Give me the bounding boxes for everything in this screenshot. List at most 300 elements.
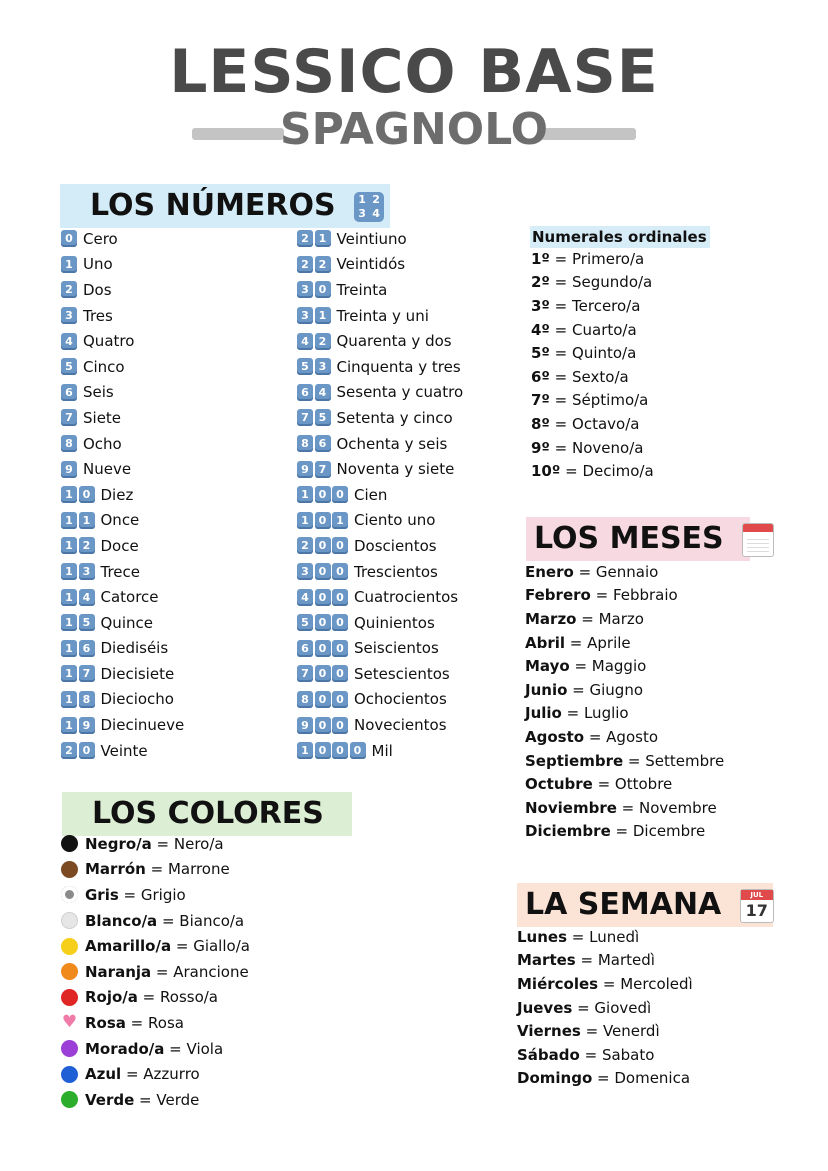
month-item xyxy=(525,796,724,820)
keycap-digits-icon xyxy=(61,461,77,478)
month-item-es: Noviembre xyxy=(525,798,617,817)
number-item xyxy=(61,738,184,764)
weekday-item-it: Lunedì xyxy=(589,927,640,946)
number-item xyxy=(61,482,184,508)
keycap-4-icon: 4 xyxy=(315,384,331,401)
number-item xyxy=(61,354,184,380)
color-item-es: Verde xyxy=(85,1090,135,1109)
keycap-9-icon: 9 xyxy=(79,717,95,734)
ordinal-word: Tercero/a xyxy=(572,296,641,315)
color-item xyxy=(61,831,250,857)
equals-sign: = xyxy=(592,1069,615,1088)
month-item-es: Enero xyxy=(525,562,574,581)
weekday-item-es: Miércoles xyxy=(517,974,599,993)
weekday-item xyxy=(517,972,693,996)
keycap-0-icon: 0 xyxy=(79,742,95,759)
keycap-digits-icon xyxy=(61,409,77,426)
equals-sign: = xyxy=(623,751,646,770)
ordinal-number: 10º xyxy=(531,462,561,481)
keycap-0-icon: 0 xyxy=(350,742,366,759)
months-section-title: LOS MESES xyxy=(534,521,724,556)
ordinal-item xyxy=(531,318,654,342)
color-item-es: Naranja xyxy=(85,962,152,981)
ordinal-item xyxy=(531,436,654,460)
month-item xyxy=(525,820,724,844)
keycap-digits-icon xyxy=(297,230,331,247)
number-item xyxy=(61,559,184,585)
numbers-column-2 xyxy=(297,226,463,763)
month-item xyxy=(525,584,724,608)
number-item xyxy=(61,712,184,738)
month-item-es: Agosto xyxy=(525,727,585,746)
color-item-it: Nero/a xyxy=(173,834,224,853)
keycap-3-icon: 3 xyxy=(297,563,313,580)
equals-sign: = xyxy=(560,462,583,481)
keycap-1-icon: 1 xyxy=(61,563,77,580)
number-word: Novecientos xyxy=(354,716,447,735)
equals-sign: = xyxy=(576,609,599,628)
keycap-6-icon: 6 xyxy=(79,640,95,657)
equals-sign: = xyxy=(134,1090,157,1109)
keycap-5-icon: 5 xyxy=(297,358,313,375)
ordinal-item xyxy=(531,365,654,389)
number-word: Cinco xyxy=(83,357,125,376)
ordinals-title: Numerales ordinales xyxy=(530,226,710,248)
keycap-0-icon: 0 xyxy=(315,486,331,503)
ordinal-number: 3º xyxy=(531,296,550,315)
keycap-0-icon: 0 xyxy=(315,614,331,631)
number-word: Quatro xyxy=(83,332,135,351)
keycap-3-icon: 3 xyxy=(61,307,77,324)
keycap-digits-icon xyxy=(297,358,331,375)
weekday-item-es: Viernes xyxy=(517,1022,581,1041)
weekday-item-it: Martedì xyxy=(597,951,655,970)
number-word: Noventa y siete xyxy=(336,460,455,479)
number-item xyxy=(297,252,463,278)
equals-sign: = xyxy=(610,822,633,841)
ordinal-number: 2º xyxy=(531,273,550,292)
color-item xyxy=(61,882,250,908)
keycap-1-icon: 1 xyxy=(61,665,77,682)
keycap-2-icon: 2 xyxy=(79,537,95,554)
number-item xyxy=(297,277,463,303)
keycap-6-icon: 6 xyxy=(315,435,331,452)
keycap-0-icon: 0 xyxy=(79,486,95,503)
keycap-0-icon: 0 xyxy=(332,717,348,734)
numbers-icon-digit: 3 xyxy=(358,206,366,220)
keycap-2-icon: 2 xyxy=(61,281,77,298)
week-section-title: LA SEMANA xyxy=(525,887,722,922)
keycap-digits-icon xyxy=(61,589,95,606)
keycap-1-icon: 1 xyxy=(332,512,348,529)
keycap-digits-icon xyxy=(61,384,77,401)
month-item xyxy=(525,560,724,584)
ordinal-number: 4º xyxy=(531,320,550,339)
month-item xyxy=(525,772,724,796)
weekday-item-es: Sábado xyxy=(517,1045,580,1064)
equals-sign: = xyxy=(573,562,596,581)
number-word: Cero xyxy=(83,229,118,248)
keycap-6-icon: 6 xyxy=(61,384,77,401)
number-word: Doce xyxy=(100,536,139,555)
number-item xyxy=(297,508,463,534)
equals-sign: = xyxy=(157,911,180,930)
month-item-it: Luglio xyxy=(583,704,629,723)
number-item xyxy=(297,226,463,252)
number-word: Setescientos xyxy=(354,664,450,683)
month-item-it: Aprile xyxy=(587,633,631,652)
keycap-digits-icon xyxy=(297,384,331,401)
month-item-it: Marzo xyxy=(598,609,644,628)
color-item-es: Marrón xyxy=(85,860,146,879)
keycap-3-icon: 3 xyxy=(297,281,313,298)
month-item xyxy=(525,654,724,678)
number-word: Trescientos xyxy=(354,562,438,581)
ordinal-number: 8º xyxy=(531,414,550,433)
number-word: Ciento uno xyxy=(354,511,436,530)
number-word: Tres xyxy=(83,306,113,325)
number-item xyxy=(297,584,463,610)
number-word: Mil xyxy=(371,741,393,760)
number-item xyxy=(61,405,184,431)
number-item xyxy=(61,610,184,636)
number-item xyxy=(61,226,184,252)
keycap-digits-icon xyxy=(61,563,95,580)
month-item xyxy=(525,678,724,702)
keycap-digits-icon xyxy=(61,512,95,529)
color-item-es: Rojo/a xyxy=(85,988,138,1007)
number-item xyxy=(61,661,184,687)
keycap-0-icon: 0 xyxy=(315,589,331,606)
number-word: Siete xyxy=(83,408,122,427)
number-item xyxy=(297,533,463,559)
month-item-es: Febrero xyxy=(525,586,591,605)
equals-sign: = xyxy=(151,962,174,981)
month-item-es: Marzo xyxy=(525,609,577,628)
keycap-2-icon: 2 xyxy=(297,537,313,554)
spiral-calendar-icon xyxy=(742,523,774,557)
keycap-digits-icon xyxy=(61,281,77,298)
number-item xyxy=(61,328,184,354)
month-item-it: Maggio xyxy=(591,657,647,676)
color-item xyxy=(61,1087,250,1113)
numbers-section-title: LOS NÚMEROS xyxy=(90,188,336,223)
weekday-item xyxy=(517,1043,693,1067)
equals-sign: = xyxy=(567,927,590,946)
keycap-0-icon: 0 xyxy=(332,614,348,631)
keycap-digits-icon xyxy=(61,435,77,452)
keycap-6-icon: 6 xyxy=(297,640,313,657)
number-item xyxy=(297,661,463,687)
ordinals-list xyxy=(531,247,654,483)
number-item xyxy=(297,456,463,482)
weekday-item xyxy=(517,925,693,949)
colors-section-header xyxy=(62,792,352,836)
equals-sign: = xyxy=(137,988,161,1007)
color-item xyxy=(61,908,250,934)
number-word: Trece xyxy=(100,562,140,581)
keycap-9-icon: 9 xyxy=(61,461,77,478)
number-word: Diecinueve xyxy=(100,716,185,735)
keycap-7-icon: 7 xyxy=(297,409,313,426)
numbers-icon-digit: 4 xyxy=(372,206,380,220)
keycap-digits-icon xyxy=(297,307,331,324)
weekday-item-it: Sabato xyxy=(601,1045,655,1064)
number-item xyxy=(61,252,184,278)
keycap-7-icon: 7 xyxy=(297,665,313,682)
number-item xyxy=(61,508,184,534)
equals-sign: = xyxy=(145,860,168,879)
pink-heart-icon: ♥ xyxy=(61,1012,78,1033)
number-item xyxy=(297,354,463,380)
number-item xyxy=(297,559,463,585)
month-item-es: Octubre xyxy=(525,775,593,794)
month-item xyxy=(525,607,724,631)
keycap-0-icon: 0 xyxy=(332,589,348,606)
ordinal-item xyxy=(531,341,654,365)
number-word: Diecisiete xyxy=(100,664,175,683)
equals-sign: = xyxy=(567,680,590,699)
purple-circle-icon xyxy=(61,1040,78,1057)
color-item-es: Negro/a xyxy=(85,834,152,853)
number-word: Cien xyxy=(354,485,388,504)
keycap-digits-icon xyxy=(61,537,95,554)
number-item xyxy=(61,584,184,610)
number-item xyxy=(297,405,463,431)
number-item xyxy=(297,431,463,457)
equals-sign: = xyxy=(584,727,607,746)
equals-sign: = xyxy=(164,1039,187,1058)
keycap-0-icon: 0 xyxy=(61,230,77,247)
keycap-0-icon: 0 xyxy=(315,742,331,759)
month-item-it: Febbraio xyxy=(612,586,678,605)
keycap-5-icon: 5 xyxy=(61,358,77,375)
number-item xyxy=(297,712,463,738)
number-word: Catorce xyxy=(100,588,159,607)
equals-sign: = xyxy=(549,438,573,457)
number-word: Treinta xyxy=(336,280,388,299)
keycap-digits-icon xyxy=(297,461,331,478)
ordinal-item xyxy=(531,412,654,436)
keycap-4-icon: 4 xyxy=(297,333,313,350)
keycap-digits-icon xyxy=(297,614,348,631)
month-item xyxy=(525,749,724,773)
keycap-1-icon: 1 xyxy=(61,256,77,273)
number-word: Diez xyxy=(100,485,134,504)
keycap-digits-icon xyxy=(297,435,331,452)
keycap-8-icon: 8 xyxy=(297,435,313,452)
number-word: Quarenta y dos xyxy=(336,332,452,351)
number-word: Nueve xyxy=(83,460,132,479)
keycap-digits-icon xyxy=(297,486,348,503)
ordinal-item xyxy=(531,389,654,413)
weekday-item-it: Giovedì xyxy=(594,998,652,1017)
number-word: Dos xyxy=(83,280,112,299)
weekday-item-es: Lunes xyxy=(517,927,568,946)
color-item xyxy=(61,1036,250,1062)
equals-sign: = xyxy=(592,775,615,794)
keycap-7-icon: 7 xyxy=(61,409,77,426)
keycap-2-icon: 2 xyxy=(297,256,313,273)
color-item-it: Marrone xyxy=(167,860,230,879)
page-title: LESSICO BASE xyxy=(169,37,659,107)
keycap-1-icon: 1 xyxy=(297,742,313,759)
keycap-0-icon: 0 xyxy=(315,281,331,298)
month-item xyxy=(525,702,724,726)
equals-sign: = xyxy=(549,414,573,433)
keycap-4-icon: 4 xyxy=(297,589,313,606)
black-circle-icon xyxy=(61,835,78,852)
number-word: Diediséis xyxy=(100,639,169,658)
number-word: Cinquenta y tres xyxy=(336,357,461,376)
keycap-digits-icon xyxy=(61,717,95,734)
keycap-digits-icon xyxy=(297,640,348,657)
keycap-5-icon: 5 xyxy=(297,614,313,631)
number-word: Quince xyxy=(100,613,153,632)
number-word: Treinta y uni xyxy=(336,306,429,325)
keycap-1-icon: 1 xyxy=(61,691,77,708)
keycap-1-icon: 1 xyxy=(315,307,331,324)
keycap-digits-icon xyxy=(61,358,77,375)
ordinal-item xyxy=(531,247,654,271)
color-item-it: Viola xyxy=(186,1039,224,1058)
keycap-digits-icon xyxy=(297,537,348,554)
keycap-8-icon: 8 xyxy=(297,691,313,708)
number-word: Veintiuno xyxy=(336,229,407,248)
keycap-digits-icon xyxy=(297,281,331,298)
ordinal-number: 1º xyxy=(531,249,550,268)
months-section-header xyxy=(526,517,750,561)
number-word: Quinientos xyxy=(354,613,435,632)
color-item-it: Bianco/a xyxy=(179,911,245,930)
keycap-0-icon: 0 xyxy=(332,486,348,503)
keycap-digits-icon xyxy=(297,563,348,580)
month-item-it: Gennaio xyxy=(595,562,659,581)
number-word: Doscientos xyxy=(354,536,437,555)
number-word: Ochocientos xyxy=(354,690,447,709)
equals-sign: = xyxy=(590,586,613,605)
keycap-1-icon: 1 xyxy=(79,512,95,529)
equals-sign: = xyxy=(549,273,573,292)
page-subtitle: SPAGNOLO xyxy=(279,104,549,155)
month-item-es: Junio xyxy=(525,680,568,699)
yellow-circle-icon xyxy=(61,938,78,955)
month-item-es: Abril xyxy=(525,633,566,652)
number-item xyxy=(297,380,463,406)
month-item-it: Novembre xyxy=(639,798,717,817)
weekday-item-es: Jueves xyxy=(517,998,573,1017)
ordinal-word: Cuarto/a xyxy=(572,320,637,339)
number-item xyxy=(61,533,184,559)
number-item xyxy=(297,738,463,764)
equals-sign: = xyxy=(549,296,573,315)
keycap-0-icon: 0 xyxy=(332,537,348,554)
keycap-1-icon: 1 xyxy=(61,486,77,503)
calendar-month-label: JUL xyxy=(741,890,773,900)
keycap-digits-icon xyxy=(297,691,348,708)
numbers-section-header xyxy=(60,184,390,228)
keycap-7-icon: 7 xyxy=(315,461,331,478)
equals-sign: = xyxy=(121,1065,144,1084)
week-section-header xyxy=(517,883,773,927)
grey-circle-icon xyxy=(61,886,78,903)
color-item-it: Giallo/a xyxy=(193,937,250,956)
number-word: Cuatrocientos xyxy=(354,588,459,607)
keycap-digits-icon xyxy=(297,333,331,350)
equals-sign: = xyxy=(125,1013,149,1032)
weekday-item-es: Martes xyxy=(517,951,576,970)
equals-sign: = xyxy=(549,391,573,410)
number-word: Veintidós xyxy=(336,255,406,274)
equals-sign: = xyxy=(561,704,584,723)
keycap-6-icon: 6 xyxy=(297,384,313,401)
number-word: Ocho xyxy=(83,434,122,453)
equals-sign: = xyxy=(171,937,194,956)
color-item-it: Azzurro xyxy=(143,1065,200,1084)
keycap-1-icon: 1 xyxy=(61,512,77,529)
brown-circle-icon xyxy=(61,861,78,878)
number-item xyxy=(61,380,184,406)
keycap-digits-icon xyxy=(297,742,366,759)
keycap-digits-icon xyxy=(61,307,77,324)
equals-sign: = xyxy=(549,367,573,386)
keycap-9-icon: 9 xyxy=(297,461,313,478)
ordinal-number: 5º xyxy=(531,344,550,363)
ordinal-word: Quinto/a xyxy=(572,344,637,363)
subtitle-row xyxy=(0,102,828,158)
color-item xyxy=(61,857,250,883)
keycap-0-icon: 0 xyxy=(332,691,348,708)
keycap-0-icon: 0 xyxy=(332,563,348,580)
color-item-it: Rosa xyxy=(148,1013,184,1032)
number-word: Dieciocho xyxy=(100,690,174,709)
color-item xyxy=(61,1010,250,1036)
color-item-es: Rosa xyxy=(85,1013,126,1032)
keycap-digits-icon xyxy=(297,717,348,734)
equals-sign: = xyxy=(565,633,588,652)
equals-sign: = xyxy=(616,798,639,817)
month-item-es: Mayo xyxy=(525,657,570,676)
keycap-1-icon: 1 xyxy=(315,230,331,247)
numbers-column-1 xyxy=(61,226,184,763)
ordinal-word: Noveno/a xyxy=(572,438,644,457)
keycap-2-icon: 2 xyxy=(61,742,77,759)
equals-sign: = xyxy=(569,657,592,676)
week-list xyxy=(517,925,693,1090)
month-item-es: Julio xyxy=(525,704,562,723)
weekday-item xyxy=(517,949,693,973)
ordinal-number: 9º xyxy=(531,438,550,457)
keycap-digits-icon xyxy=(61,256,77,273)
keycap-2-icon: 2 xyxy=(315,256,331,273)
keycap-0-icon: 0 xyxy=(315,537,331,554)
keycap-digits-icon xyxy=(297,256,331,273)
month-item xyxy=(525,725,724,749)
ordinal-word: Primero/a xyxy=(572,249,645,268)
keycap-4-icon: 4 xyxy=(79,589,95,606)
numbers-icon-digit: 1 xyxy=(358,192,366,206)
equals-sign: = xyxy=(579,1045,602,1064)
number-word: Sesenta y cuatro xyxy=(336,383,464,402)
calendar-date-icon xyxy=(740,889,774,923)
keycap-7-icon: 7 xyxy=(79,665,95,682)
keycap-digits-icon xyxy=(61,614,95,631)
color-item-es: Azul xyxy=(85,1065,122,1084)
ordinal-word: Decimo/a xyxy=(582,462,654,481)
weekday-item-it: Domenica xyxy=(614,1069,691,1088)
color-item xyxy=(61,933,250,959)
keycap-2-icon: 2 xyxy=(297,230,313,247)
